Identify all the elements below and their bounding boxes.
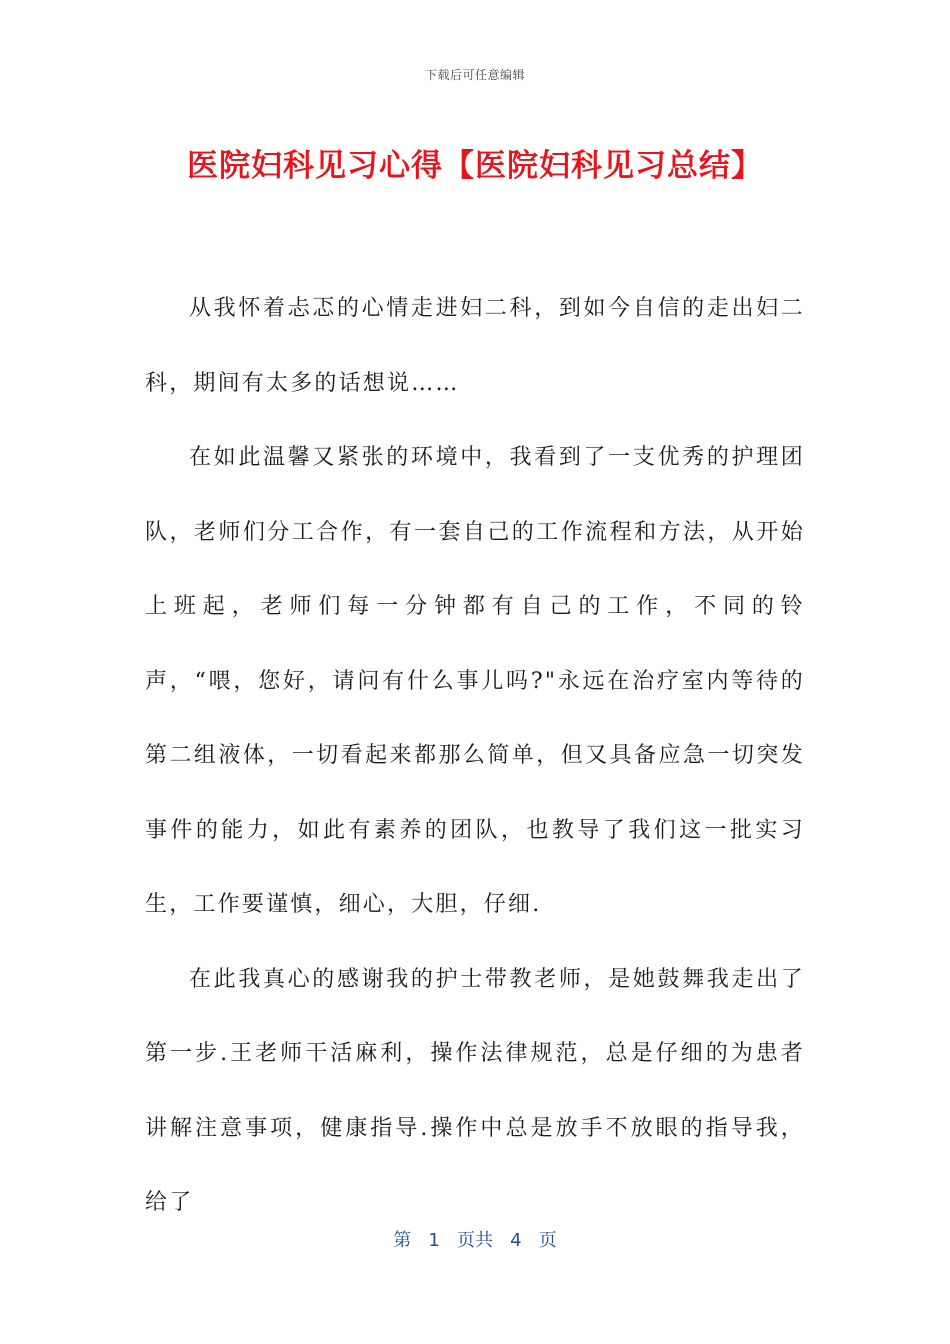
footer-suffix: 页 [538,1230,557,1251]
footer-prefix: 第 [393,1230,412,1251]
footer-middle: 页共 [457,1230,493,1251]
document-title: 医院妇科见习心得【医院妇科见习总结】 [187,148,763,184]
paragraph-3: 在此我真心的感谢我的护士带教老师，是她鼓舞我走出了第一步.王老师干活麻利，操作法律规范，总是仔细的为患者讲解注意事项，健康指导.操作中总是放手不放眼的指导我，给了 [145,966,805,1215]
footer-total-pages: 4 [510,1230,522,1251]
paragraph-1: 从我怀着忐忑的心情走进妇二科，到如今自信的走出妇二科，期间有太多的话想说…… [145,296,805,396]
paragraph-2: 在如此温馨又紧张的环境中，我看到了一支优秀的护理团队，老师们分工合作，有一套自己的工作流程和方法，从开始上班起，老师们每一分钟都有自己的工作，不同的铃声，“喂，您好，请问有什么事儿吗?"永远在治疗室内等待的第二组液体，一切看起来都那么简单，但又具备应急一切突发事件的能力，如此有素养的团队，也教导了我们这一批实习生，工作要谨慎，细心，大胆，仔细. [145,445,805,917]
header-note: 下载后可任意编辑 [424,68,525,82]
document-body [145,272,805,1241]
footer-current-page: 1 [428,1230,440,1251]
page-footer [0,1226,950,1252]
